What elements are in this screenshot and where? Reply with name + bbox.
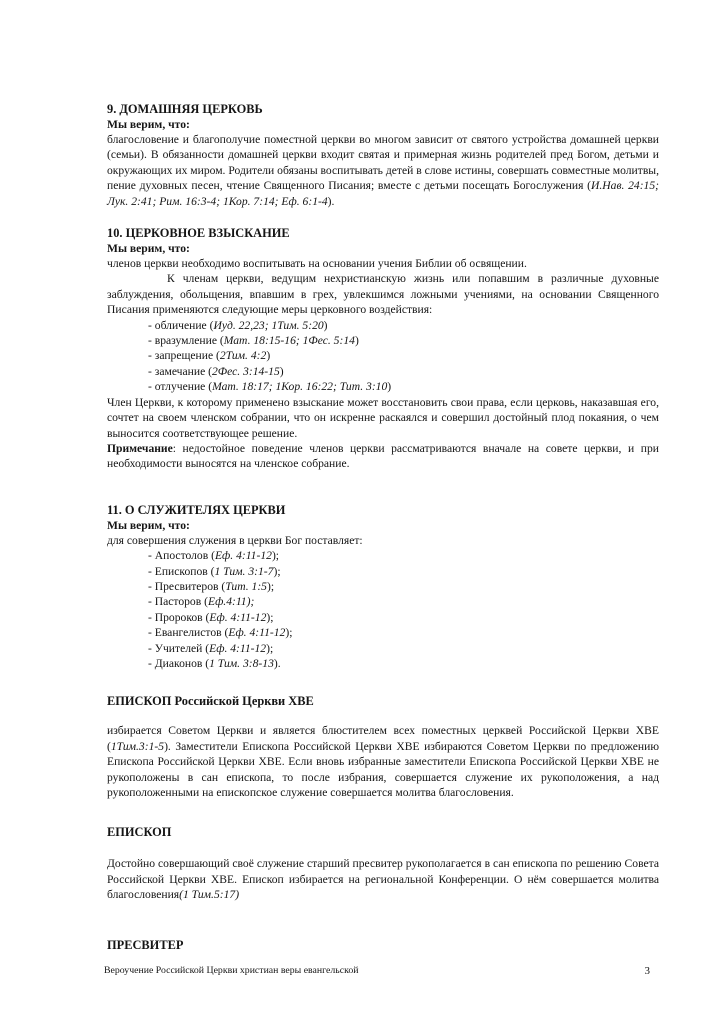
section-10-believe: Мы верим, что: (107, 242, 190, 256)
section-11-believe: Мы верим, что: (107, 518, 190, 532)
list-item: - запрещение (2Тим. 4:2) (148, 348, 659, 363)
bishop-russian-ref: 1Тим.3:1-5 (110, 739, 165, 753)
bishop-russian-body2: ). Заместители Епископа Российской Церкви ХВЕ избираются Советом Церкви по предложению Епископа Российской Церкви ХВЕ. Если вновь избранные заместители Епископа Российской Церкви ХВЕ не рукоположены в сан епископа, то после избрания, совершается служение их рукоположения, а над рукоположенными на епископское служение совершается молитва благословения. (107, 739, 659, 799)
minister-ref: Тит. 1:5 (225, 579, 267, 593)
bishop-ref: (1 Тим.5:17) (179, 888, 240, 902)
measure-label: - замечание (148, 365, 205, 378)
section-10-text2: К членам церкви, ведущим нехристианскую жизнь или попавшим в различные духовные заблуждения, обольщения, впавшим в грех, увлекшимся ложными учениями, на основании Священного Писания применяются следующие меры церковного воздействия: (107, 272, 659, 317)
note-label: Примечание (107, 441, 173, 455)
page-content (107, 101, 659, 953)
minister-label: - Пророков (148, 611, 203, 624)
footer-title: Вероучение Российской Церкви христиан веры евангельской (104, 965, 359, 976)
section-9-believe: Мы верим, что: (107, 118, 190, 131)
section-9-end: ). (327, 194, 335, 208)
bishop-heading: ЕПИСКОП (107, 825, 172, 840)
minister-tail: ); (266, 579, 275, 593)
minister-label: - Пресвитеров (148, 580, 218, 593)
page-number: 3 (644, 965, 650, 977)
list-item: - Евангелистов (Еф. 4:11-12); (148, 625, 659, 640)
list-item: - отлучение (Мат. 18:17; 1Кор. 16:22; Тит. 3:10) (148, 379, 659, 394)
minister-ref: Еф. 4:11-12 (209, 610, 267, 624)
bishop-body: Достойно совершающий своё служение старший пресвитер рукополагается в сан епископа по решению Совета Российской Церкви ХВЕ. Епископ избирается на региональной Конференции. О нём совершается молитва благословения (107, 857, 659, 902)
bishop-russian-text (107, 723, 659, 800)
section-9-body: благословение и благополучие поместной церкви во многом зависит от святого устройства домашней церкви (семьи). В обязанности домашней церкви входит святая и примерная жизнь родителей пред Богом, детьми и окружающих их миром. Родители обязаны воспитывать детей в слове истины, совершать совместные молитвы, пение духовных песен, чтение Священного Писания; вместе с детьми посещать Богослужения ( (107, 133, 659, 193)
list-item: - Пресвитеров (Тит. 1:5); (148, 579, 659, 594)
list-item: - Диаконов (1 Тим. 3:8-13). (148, 656, 659, 671)
section-9-refs: И.Нав. 24:15; Лук. 2:41; Рим. 16:3-4; 1Кор. 7:14; Еф. 6:1-4 (107, 179, 660, 208)
minister-tail: ); (266, 641, 274, 655)
minister-tail: ); (285, 626, 293, 640)
minister-label: - Пасторов (148, 595, 201, 608)
list-item: - Апостолов (Еф. 4:11-12); (148, 548, 659, 563)
measure-label: - вразумление (148, 334, 217, 347)
list-item: - Пророков (Еф. 4:11-12); (148, 610, 659, 625)
section-9-text (107, 132, 659, 209)
bishop-text (107, 856, 659, 902)
note-text: : недостойное поведение членов церкви рассматриваются вначале на совете церкви, и при необходимости выносятся на членское собрание. (107, 441, 659, 471)
section-10-text1: членов церкви необходимо воспитывать на основании учения Библии об освящении. (107, 257, 527, 271)
minister-label: - Епископов (148, 565, 208, 578)
measure-ref: 2Фес. 3:14-15 (211, 364, 280, 378)
minister-label: - Учителей (148, 642, 202, 655)
section-11-text: для совершения служения в церкви Бог поставляет: (107, 533, 363, 547)
minister-tail: ); (273, 564, 281, 578)
list-item: - замечание (2Фес. 3:14-15) (148, 364, 659, 379)
measures-list (107, 318, 659, 395)
minister-ref: Еф.4:11); (207, 595, 255, 609)
section-9-heading: 9. ДОМАШНЯЯ ЦЕРКОВЬ (107, 102, 263, 116)
minister-label: - Евангелистов (148, 626, 222, 639)
ministers-list (107, 548, 659, 671)
bishop-russian-heading: ЕПИСКОП Российской Церкви ХВЕ (107, 694, 314, 709)
minister-ref: 1 Тим. 3:8-13 (209, 656, 274, 670)
minister-label: - Апостолов (148, 549, 208, 562)
measure-ref: 2Тим. 4:2 (219, 349, 267, 363)
minister-tail: ); (271, 549, 280, 563)
minister-tail: ); (266, 610, 274, 624)
section-11-heading: 11. О СЛУЖИТЕЛЯХ ЦЕРКВИ (107, 502, 286, 517)
minister-ref: Еф. 4:11-12 (228, 626, 286, 640)
list-item: - Учителей (Еф. 4:11-12); (148, 641, 659, 656)
measure-ref: Мат. 18:15-16; 1Фес. 5:14 (223, 334, 355, 348)
presbyter-heading: ПРЕСВИТЕР (107, 937, 184, 952)
minister-ref: Еф. 4:11-12 (209, 641, 267, 655)
list-item: - обличение (Иуд. 22,23; 1Тим. 5:20) (148, 318, 659, 333)
measure-label: - запрещение (148, 349, 213, 362)
page-footer (104, 965, 656, 977)
measure-label: - обличение (148, 319, 207, 332)
minister-ref: Еф. 4:11-12 (214, 549, 272, 563)
minister-ref: 1 Тим. 3:1-7 (214, 564, 274, 578)
measure-ref: Мат. 18:17; 1Кор. 16:22; Тит. 3:10 (212, 380, 388, 394)
measure-label: - отлучение (148, 380, 205, 393)
minister-label: - Диаконов (148, 657, 202, 670)
section-10-text3: Член Церкви, к которому применено взыскание может восстановить свои права, если церковь, наказавшая его, сочтет на своем членском собрании, что он искренне раскаялся и совершил достойный плод покаяния, о чем выносится соответствующее решение. (107, 395, 659, 440)
minister-tail: ). (273, 656, 281, 670)
list-item: - Епископов (1 Тим. 3:1-7); (148, 564, 659, 579)
measure-ref: Иуд. 22,23; 1Тим. 5:20 (213, 318, 324, 332)
bishop-russian-body1: избирается Советом Церкви и является блюстителем всех поместных церквей Российской Церкви ХВЕ ( (107, 724, 659, 753)
section-10-heading: 10. ЦЕРКОВНОЕ ВЗЫСКАНИЕ (107, 226, 290, 241)
list-item: - вразумление (Мат. 18:15-16; 1Фес. 5:14) (148, 333, 659, 348)
section-10-note (107, 441, 659, 472)
list-item: - Пасторов (Еф.4:11); (148, 594, 659, 609)
